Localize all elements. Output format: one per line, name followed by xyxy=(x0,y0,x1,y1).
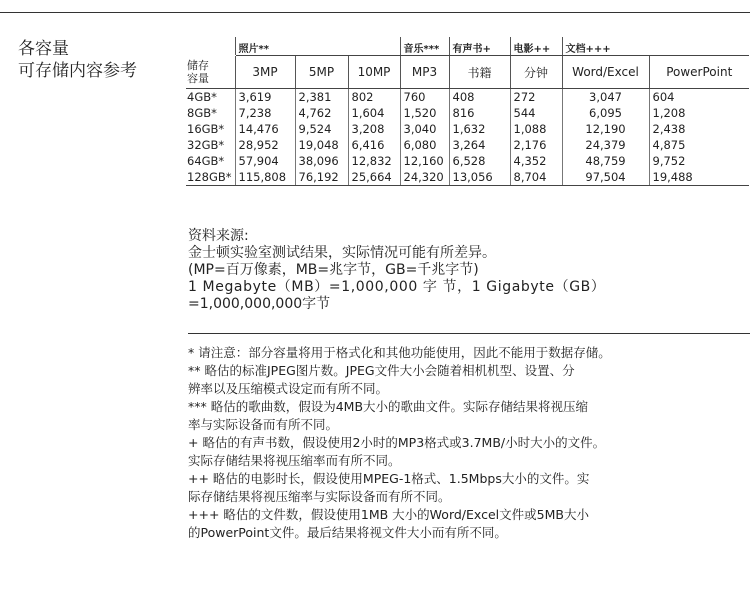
cell-capacity: 64GB* xyxy=(187,154,225,168)
footnote-line: ** 略估的标准JPEG图片数。JPEG文件大小会随着相机机型、设置、分 xyxy=(188,363,575,378)
column-header-5mp: 5MP xyxy=(295,56,348,89)
footnote-line: * 请注意：部分容量将用于格式化和其他功能使用，因此不能用于数据存储。 xyxy=(188,345,611,360)
column-header-capacity xyxy=(186,56,235,89)
cell-10mp: 6,416 xyxy=(348,137,400,153)
group-header-music: 音乐*** xyxy=(400,37,449,56)
cell-books: 3,264 xyxy=(449,137,510,153)
cell-10mp: 25,664 xyxy=(348,169,400,186)
footnotes xyxy=(188,344,750,542)
cell-books: 13,056 xyxy=(449,169,510,186)
footnote-line: + 略估的有声书数，假设使用2小时的MP3格式或3.7MB/小时大小的文件。 xyxy=(188,435,606,450)
footnote-line: ++ 略估的电影时长，假设使用MPEG-1格式、1.5Mbps大小的文件。实 xyxy=(188,471,590,486)
cell-minutes: 2,176 xyxy=(510,137,562,153)
cell-5mp: 2,381 xyxy=(295,89,348,106)
cell-capacity: 4GB* xyxy=(187,90,217,104)
group-header-photos: 照片** xyxy=(235,37,400,56)
column-header-3mp: 3MP xyxy=(235,56,295,89)
cell-10mp: 12,832 xyxy=(348,153,400,169)
cell-minutes: 544 xyxy=(510,105,562,121)
cell-minutes: 272 xyxy=(510,89,562,106)
footnote-line: +++ 略估的文件数，假设使用1MB 大小的Word/Excel文件或5MB大小 xyxy=(188,507,589,522)
side-title-line-1: 各容量 xyxy=(18,39,69,59)
cell-minutes: 4,352 xyxy=(510,153,562,169)
side-title xyxy=(18,38,137,82)
table-row xyxy=(186,137,749,153)
column-header-minutes: 分钟 xyxy=(510,56,562,89)
cell-books: 1,632 xyxy=(449,121,510,137)
cell-5mp: 19,048 xyxy=(295,137,348,153)
top-divider xyxy=(0,12,750,13)
cell-3mp: 28,952 xyxy=(235,137,295,153)
cell-word-excel: 24,379 xyxy=(562,137,649,153)
cell-3mp: 7,238 xyxy=(235,105,295,121)
cell-mp3: 12,160 xyxy=(400,153,449,169)
cell-capacity: 16GB* xyxy=(187,122,225,136)
group-header-row xyxy=(186,37,749,56)
column-header-mp3: MP3 xyxy=(400,56,449,89)
footnote-line: *** 略估的歌曲数，假设为4MB大小的歌曲文件。实际存储结果将视压缩 xyxy=(188,399,589,414)
cell-books: 408 xyxy=(449,89,510,106)
column-header-books: 书籍 xyxy=(449,56,510,89)
column-header-word-excel: Word/Excel xyxy=(562,56,649,89)
cell-mp3: 760 xyxy=(400,89,449,106)
cell-word-excel: 12,190 xyxy=(562,121,649,137)
table-row xyxy=(186,121,749,137)
cell-word-excel: 6,095 xyxy=(562,105,649,121)
cell-word-excel: 97,504 xyxy=(562,169,649,186)
table-row xyxy=(186,169,749,186)
cell-5mp: 9,524 xyxy=(295,121,348,137)
cell-capacity: 32GB* xyxy=(187,138,225,152)
cell-powerpoint: 1,208 xyxy=(649,105,749,121)
cell-mp3: 3,040 xyxy=(400,121,449,137)
cell-word-excel: 3,047 xyxy=(562,89,649,106)
source-line-3: 1 Megabyte（MB）=1,000,000 字 节，1 Gigabyte（GB） xyxy=(188,279,606,295)
cell-mp3: 1,520 xyxy=(400,105,449,121)
cell-minutes: 1,088 xyxy=(510,121,562,137)
footnote-line: 辨率以及压缩模式设定而有所不同。 xyxy=(188,381,389,396)
cell-3mp: 115,808 xyxy=(235,169,295,186)
capacity-header-line-2: 容量 xyxy=(187,72,209,85)
group-header-documents: 文档+++ xyxy=(562,37,749,56)
cell-powerpoint: 19,488 xyxy=(649,169,749,186)
cell-capacity: 8GB* xyxy=(187,106,217,120)
notes-divider xyxy=(188,333,750,334)
source-line-4: =1,000,000,000字节 xyxy=(188,296,331,312)
source-line-2: (MP=百万像素，MB=兆字节，GB=千兆字节) xyxy=(188,262,479,278)
cell-10mp: 802 xyxy=(348,89,400,106)
cell-powerpoint: 604 xyxy=(649,89,749,106)
footnote-line: 率与实际设备而有所不同。 xyxy=(188,417,339,432)
cell-3mp: 57,904 xyxy=(235,153,295,169)
column-header-powerpoint: PowerPoint xyxy=(649,56,749,89)
cell-word-excel: 48,759 xyxy=(562,153,649,169)
side-title-line-2: 可存储内容参考 xyxy=(18,61,137,81)
group-header-empty xyxy=(186,37,235,56)
cell-10mp: 3,208 xyxy=(348,121,400,137)
cell-5mp: 38,096 xyxy=(295,153,348,169)
capacity-table xyxy=(186,37,749,186)
cell-books: 816 xyxy=(449,105,510,121)
source-line-1: 金士顿实验室测试结果，实际情况可能有所差异。 xyxy=(188,245,496,261)
cell-powerpoint: 9,752 xyxy=(649,153,749,169)
group-header-movies: 电影++ xyxy=(510,37,562,56)
column-header-10mp: 10MP xyxy=(348,56,400,89)
cell-5mp: 76,192 xyxy=(295,169,348,186)
column-header-row xyxy=(186,56,749,89)
cell-capacity: 128GB* xyxy=(186,169,235,186)
cell-mp3: 24,320 xyxy=(400,169,449,186)
source-section xyxy=(188,228,748,313)
footnote-line: 的PowerPoint文件。最后结果将视文件大小而有所不同。 xyxy=(188,525,507,540)
cell-3mp: 3,619 xyxy=(235,89,295,106)
cell-minutes: 8,704 xyxy=(510,169,562,186)
cell-3mp: 14,476 xyxy=(235,121,295,137)
footnote-line: 实际存储结果将视压缩率而有所不同。 xyxy=(188,453,401,468)
cell-powerpoint: 4,875 xyxy=(649,137,749,153)
source-heading: 资料来源: xyxy=(188,228,249,244)
cell-powerpoint: 2,438 xyxy=(649,121,749,137)
table-row xyxy=(186,153,749,169)
table-row xyxy=(186,89,749,106)
footnote-line: 际存储结果将视压缩率与实际设备而有所不同。 xyxy=(188,489,451,504)
cell-mp3: 6,080 xyxy=(400,137,449,153)
capacity-header-line-1: 储存 xyxy=(187,59,209,72)
cell-5mp: 4,762 xyxy=(295,105,348,121)
cell-10mp: 1,604 xyxy=(348,105,400,121)
cell-books: 6,528 xyxy=(449,153,510,169)
table-row xyxy=(186,105,749,121)
group-header-audiobooks: 有声书+ xyxy=(449,37,510,56)
